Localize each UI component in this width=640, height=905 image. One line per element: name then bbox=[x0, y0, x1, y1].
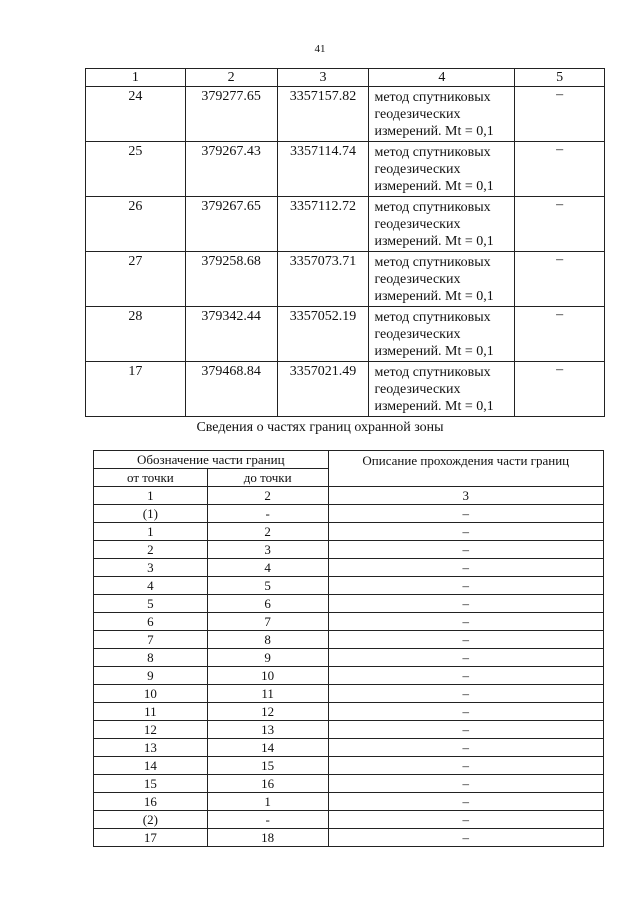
column-numbering-row bbox=[94, 487, 604, 505]
description-cell: – bbox=[328, 613, 603, 631]
from-point-cell: (1) bbox=[94, 505, 208, 523]
from-point-cell: 9 bbox=[94, 667, 208, 685]
from-point-cell: 17 bbox=[94, 829, 208, 847]
table-row bbox=[94, 649, 604, 667]
note-cell: – bbox=[515, 87, 605, 142]
section-title: Сведения о частях границ охранной зоны bbox=[196, 420, 444, 435]
description-cell: – bbox=[328, 577, 603, 595]
to-point-cell: 11 bbox=[207, 685, 328, 703]
to-point-cell: - bbox=[207, 505, 328, 523]
table-row bbox=[94, 667, 604, 685]
column-number: 5 bbox=[515, 69, 605, 87]
column-number: 3 bbox=[328, 487, 603, 505]
table-header-row bbox=[86, 69, 605, 87]
method-line: метод спутниковых bbox=[374, 145, 491, 160]
to-point-cell: 3 bbox=[207, 541, 328, 559]
method-cell bbox=[369, 87, 515, 142]
table-row bbox=[86, 142, 605, 197]
description-cell: – bbox=[328, 829, 603, 847]
x-coordinate-cell: 379342.44 bbox=[185, 307, 277, 362]
to-point-header: до точки bbox=[207, 469, 328, 487]
from-point-cell: 2 bbox=[94, 541, 208, 559]
table-row bbox=[94, 757, 604, 775]
to-point-cell: 14 bbox=[207, 739, 328, 757]
from-point-cell: 10 bbox=[94, 685, 208, 703]
to-point-cell: - bbox=[207, 811, 328, 829]
to-point-cell: 1 bbox=[207, 793, 328, 811]
point-number-cell: 26 bbox=[86, 197, 186, 252]
method-line: геодезических bbox=[374, 272, 461, 287]
from-point-cell: 14 bbox=[94, 757, 208, 775]
to-point-cell: 10 bbox=[207, 667, 328, 685]
table-row bbox=[86, 197, 605, 252]
method-cell bbox=[369, 252, 515, 307]
from-point-cell: (2) bbox=[94, 811, 208, 829]
column-number: 4 bbox=[369, 69, 515, 87]
description-cell: – bbox=[328, 595, 603, 613]
table-row bbox=[94, 721, 604, 739]
column-number: 2 bbox=[185, 69, 277, 87]
table-row bbox=[94, 775, 604, 793]
to-point-cell: 4 bbox=[207, 559, 328, 577]
to-point-cell: 16 bbox=[207, 775, 328, 793]
description-cell: – bbox=[328, 739, 603, 757]
method-line: метод спутниковых bbox=[374, 365, 491, 380]
table-row bbox=[94, 631, 604, 649]
from-point-cell: 6 bbox=[94, 613, 208, 631]
method-line: метод спутниковых bbox=[374, 310, 491, 325]
description-cell: – bbox=[328, 775, 603, 793]
description-cell: – bbox=[328, 631, 603, 649]
boundary-designation-header: Обозначение части границ bbox=[94, 451, 329, 469]
table-row bbox=[94, 541, 604, 559]
x-coordinate-cell: 379468.84 bbox=[185, 362, 277, 417]
method-line: измерений. Mt = 0,1 bbox=[374, 344, 494, 359]
x-coordinate-cell: 379267.43 bbox=[185, 142, 277, 197]
method-line: измерений. Mt = 0,1 bbox=[374, 289, 494, 304]
table-row bbox=[94, 811, 604, 829]
x-coordinate-cell: 379267.65 bbox=[185, 197, 277, 252]
table-row bbox=[86, 362, 605, 417]
x-coordinate-cell: 379277.65 bbox=[185, 87, 277, 142]
method-line: измерений. Mt = 0,1 bbox=[374, 179, 494, 194]
y-coordinate-cell: 3357112.72 bbox=[277, 197, 369, 252]
from-point-cell: 7 bbox=[94, 631, 208, 649]
table-row bbox=[94, 523, 604, 541]
table-header-row bbox=[94, 451, 604, 469]
table-row bbox=[94, 703, 604, 721]
from-point-cell: 5 bbox=[94, 595, 208, 613]
table-row bbox=[94, 595, 604, 613]
table-row bbox=[94, 685, 604, 703]
to-point-cell: 5 bbox=[207, 577, 328, 595]
method-line: геодезических bbox=[374, 217, 461, 232]
from-point-header: от точки bbox=[94, 469, 208, 487]
method-line: измерений. Mt = 0,1 bbox=[374, 399, 494, 414]
method-line: геодезических bbox=[374, 162, 461, 177]
y-coordinate-cell: 3357073.71 bbox=[277, 252, 369, 307]
table-row bbox=[86, 307, 605, 362]
point-number-cell: 17 bbox=[86, 362, 186, 417]
to-point-cell: 7 bbox=[207, 613, 328, 631]
description-cell: – bbox=[328, 703, 603, 721]
note-cell: – bbox=[515, 197, 605, 252]
page-number: 41 bbox=[314, 43, 326, 55]
table-row bbox=[94, 739, 604, 757]
table-row bbox=[94, 505, 604, 523]
table-row bbox=[94, 613, 604, 631]
to-point-cell: 2 bbox=[207, 523, 328, 541]
description-cell: – bbox=[328, 541, 603, 559]
to-point-cell: 12 bbox=[207, 703, 328, 721]
note-cell: – bbox=[515, 252, 605, 307]
x-coordinate-cell: 379258.68 bbox=[185, 252, 277, 307]
note-cell: – bbox=[515, 307, 605, 362]
method-line: геодезических bbox=[374, 382, 461, 397]
table-row bbox=[86, 252, 605, 307]
from-point-cell: 13 bbox=[94, 739, 208, 757]
note-cell: – bbox=[515, 362, 605, 417]
point-number-cell: 25 bbox=[86, 142, 186, 197]
boundary-parts-table bbox=[93, 450, 604, 847]
method-line: метод спутниковых bbox=[374, 255, 491, 270]
description-cell: – bbox=[328, 505, 603, 523]
to-point-cell: 18 bbox=[207, 829, 328, 847]
description-cell: – bbox=[328, 667, 603, 685]
column-number: 1 bbox=[86, 69, 186, 87]
method-line: измерений. Mt = 0,1 bbox=[374, 124, 494, 139]
description-header: Описание прохождения части границ bbox=[328, 451, 603, 487]
coordinates-table bbox=[85, 68, 605, 417]
y-coordinate-cell: 3357052.19 bbox=[277, 307, 369, 362]
from-point-cell: 16 bbox=[94, 793, 208, 811]
column-number: 1 bbox=[94, 487, 208, 505]
description-cell: – bbox=[328, 559, 603, 577]
description-cell: – bbox=[328, 721, 603, 739]
from-point-cell: 8 bbox=[94, 649, 208, 667]
method-cell bbox=[369, 362, 515, 417]
method-cell bbox=[369, 307, 515, 362]
y-coordinate-cell: 3357114.74 bbox=[277, 142, 369, 197]
description-cell: – bbox=[328, 649, 603, 667]
method-line: геодезических bbox=[374, 107, 461, 122]
table-row bbox=[94, 829, 604, 847]
description-cell: – bbox=[328, 757, 603, 775]
column-number: 3 bbox=[277, 69, 369, 87]
to-point-cell: 15 bbox=[207, 757, 328, 775]
to-point-cell: 6 bbox=[207, 595, 328, 613]
method-line: измерений. Mt = 0,1 bbox=[374, 234, 494, 249]
description-cell: – bbox=[328, 523, 603, 541]
y-coordinate-cell: 3357021.49 bbox=[277, 362, 369, 417]
table-row bbox=[94, 559, 604, 577]
note-cell: – bbox=[515, 142, 605, 197]
point-number-cell: 24 bbox=[86, 87, 186, 142]
from-point-cell: 1 bbox=[94, 523, 208, 541]
from-point-cell: 12 bbox=[94, 721, 208, 739]
description-cell: – bbox=[328, 685, 603, 703]
y-coordinate-cell: 3357157.82 bbox=[277, 87, 369, 142]
method-line: геодезических bbox=[374, 327, 461, 342]
to-point-cell: 13 bbox=[207, 721, 328, 739]
point-number-cell: 27 bbox=[86, 252, 186, 307]
description-cell: – bbox=[328, 811, 603, 829]
table-row bbox=[94, 577, 604, 595]
to-point-cell: 9 bbox=[207, 649, 328, 667]
description-cell: – bbox=[328, 793, 603, 811]
point-number-cell: 28 bbox=[86, 307, 186, 362]
method-cell bbox=[369, 197, 515, 252]
method-line: метод спутниковых bbox=[374, 90, 491, 105]
column-number: 2 bbox=[207, 487, 328, 505]
from-point-cell: 15 bbox=[94, 775, 208, 793]
method-cell bbox=[369, 142, 515, 197]
to-point-cell: 8 bbox=[207, 631, 328, 649]
table-row bbox=[86, 87, 605, 142]
from-point-cell: 4 bbox=[94, 577, 208, 595]
table-row bbox=[94, 793, 604, 811]
from-point-cell: 11 bbox=[94, 703, 208, 721]
method-line: метод спутниковых bbox=[374, 200, 491, 215]
from-point-cell: 3 bbox=[94, 559, 208, 577]
